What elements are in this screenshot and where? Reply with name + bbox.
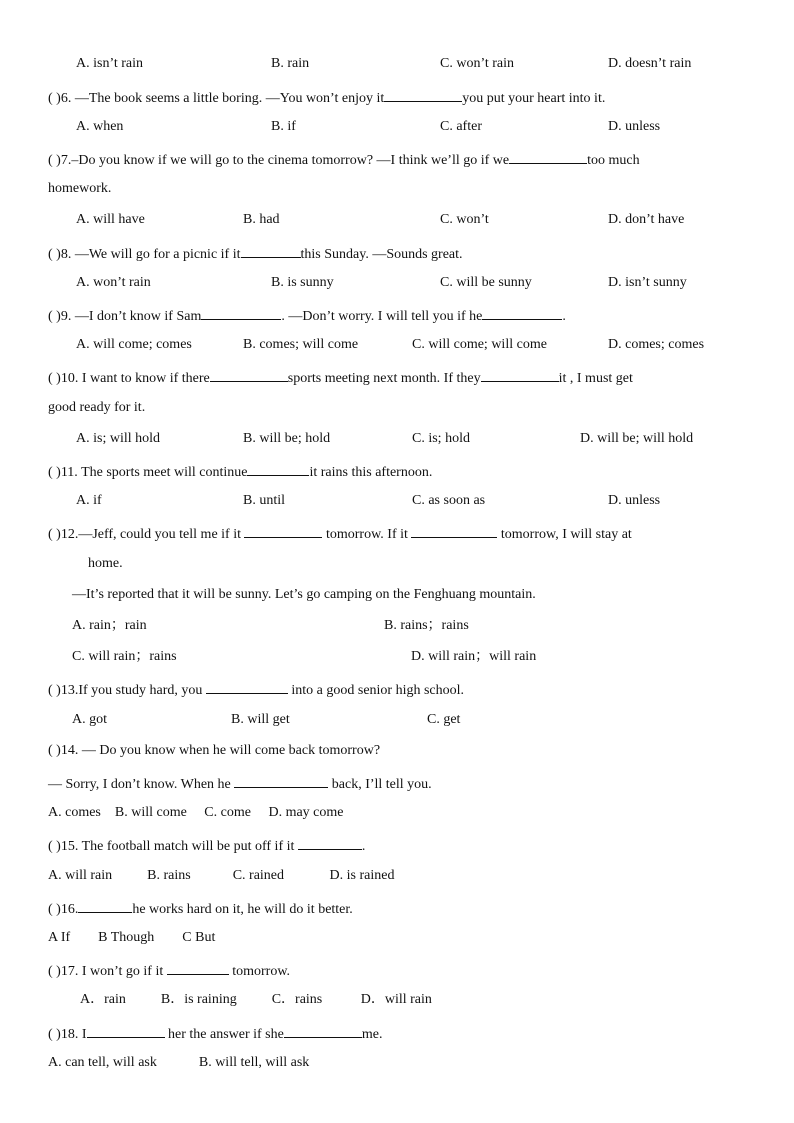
q7-option-c[interactable]: C. won’t xyxy=(440,212,489,227)
question-text: . —Don’t worry. I will tell you if he xyxy=(281,309,483,324)
question-text: tomorrow. If it xyxy=(325,527,408,542)
question-text: — Sorry, I don’t know. When he xyxy=(48,777,231,792)
question-text: —We will go for a picnic if it xyxy=(74,247,241,262)
answer-paren[interactable]: ( ) xyxy=(48,902,61,917)
question-6 xyxy=(48,87,605,108)
q7-option-b[interactable]: B. had xyxy=(243,212,280,227)
answer-paren[interactable]: ( ) xyxy=(48,247,61,262)
answer-blank[interactable] xyxy=(87,1023,165,1038)
question-text: this Sunday. —Sounds great. xyxy=(300,247,463,262)
q10-option-c[interactable]: C. is; hold xyxy=(412,431,470,446)
question-text: . xyxy=(562,309,566,324)
question-text: her the answer if she xyxy=(168,1027,284,1042)
question-16 xyxy=(48,898,353,919)
question-text: it rains this afternoon. xyxy=(309,465,433,480)
q10-option-a[interactable]: A. is; will hold xyxy=(76,431,161,446)
q10-option-b[interactable]: B. will be; hold xyxy=(243,431,331,446)
question-10 xyxy=(48,367,633,388)
answer-paren[interactable]: ( ) xyxy=(48,839,61,854)
question-14 xyxy=(48,742,380,760)
answer-blank[interactable] xyxy=(411,523,497,538)
q9-option-a[interactable]: A. will come; comes xyxy=(76,337,192,352)
question-number: 11. xyxy=(60,465,78,480)
question-12-reply: —It’s reported that it will be sunny. Let’s go camping on the Fenghuang mountain. xyxy=(72,587,536,602)
answer-paren[interactable]: ( ) xyxy=(48,743,61,758)
q7-option-d[interactable]: D. don’t have xyxy=(608,212,685,227)
question-14-line2 xyxy=(48,773,432,794)
q8-option-a[interactable]: A. won’t rain xyxy=(76,275,151,290)
q10-option-d[interactable]: D. will be; will hold xyxy=(580,431,694,446)
question-text: —I don’t know if Sam xyxy=(74,309,202,324)
question-number: 16. xyxy=(60,902,79,917)
question-18 xyxy=(48,1023,382,1044)
question-text: it , I must get xyxy=(558,371,633,386)
question-text: you put your heart into it. xyxy=(462,91,606,106)
answer-paren[interactable]: ( ) xyxy=(48,91,61,106)
question-text: me. xyxy=(361,1027,383,1042)
q12-option-b[interactable]: B. rains；rains xyxy=(384,618,469,633)
question-text: — Do you know when he will come back tomorrow? xyxy=(81,743,381,758)
question-12 xyxy=(48,523,632,544)
q11-option-d[interactable]: D. unless xyxy=(608,493,661,508)
answer-blank[interactable] xyxy=(234,773,328,788)
question-11 xyxy=(48,461,432,482)
answer-paren[interactable]: ( ) xyxy=(48,964,61,979)
answer-blank[interactable] xyxy=(78,898,132,913)
answer-blank[interactable] xyxy=(210,367,288,382)
question-13 xyxy=(48,679,464,700)
answer-paren[interactable]: ( ) xyxy=(48,683,61,698)
question-7-cont: homework. xyxy=(48,181,112,196)
q9-option-d[interactable]: D. comes; comes xyxy=(608,337,705,352)
question-text: –Do you know if we will go to the cinema tomorrow? —I think we’ll go if we xyxy=(71,153,510,168)
q16-options[interactable]: A If B Though C But xyxy=(48,930,216,945)
q7-option-a[interactable]: A. will have xyxy=(76,212,145,227)
question-text: I xyxy=(81,1027,87,1042)
q13-option-a[interactable]: A. got xyxy=(72,712,107,727)
answer-blank[interactable] xyxy=(247,461,309,476)
answer-paren[interactable]: ( ) xyxy=(48,153,61,168)
question-text: into a good senior high school. xyxy=(291,683,465,698)
question-number: 12. xyxy=(60,527,79,542)
q6-option-a[interactable]: A. when xyxy=(76,119,124,134)
question-8 xyxy=(48,243,463,264)
q5-option-c[interactable]: C. won’t rain xyxy=(440,56,515,71)
answer-blank[interactable] xyxy=(241,243,301,258)
q9-option-b[interactable]: B. comes; will come xyxy=(243,337,359,352)
answer-blank[interactable] xyxy=(384,87,462,102)
question-number: 9. xyxy=(60,309,72,324)
q12-option-d[interactable]: D. will rain；will rain xyxy=(411,649,537,664)
question-text: . xyxy=(361,839,366,854)
q11-option-c[interactable]: C. as soon as xyxy=(412,493,486,508)
q8-option-d[interactable]: D. isn’t sunny xyxy=(608,275,687,290)
question-text: The football match will be put off if it xyxy=(81,839,295,854)
question-7 xyxy=(48,149,640,170)
question-15 xyxy=(48,835,365,856)
question-text: back, I’ll tell you. xyxy=(331,777,432,792)
question-text: too much xyxy=(587,153,640,168)
q5-option-a[interactable]: A. isn’t rain xyxy=(76,56,144,71)
q15-options[interactable]: A. will rain B. rains C. rained D. is rained xyxy=(48,868,395,883)
answer-paren[interactable]: ( ) xyxy=(48,465,61,480)
answer-paren[interactable]: ( ) xyxy=(48,371,61,386)
answer-paren[interactable]: ( ) xyxy=(48,309,61,324)
question-text: —Jeff, could you tell me if it xyxy=(78,527,241,542)
question-number: 15. xyxy=(60,839,79,854)
q5-option-d[interactable]: D. doesn’t rain xyxy=(608,56,692,71)
answer-blank[interactable] xyxy=(167,960,229,975)
q14-options[interactable]: A. comes B. will come C. come D. may come xyxy=(48,805,344,820)
answer-blank[interactable] xyxy=(201,305,281,320)
q12-option-c[interactable]: C. will rain；rains xyxy=(72,649,177,664)
question-number: 8. xyxy=(60,247,72,262)
question-text: If you study hard, you xyxy=(78,683,203,698)
answer-blank[interactable] xyxy=(481,367,559,382)
question-text: I want to know if there xyxy=(81,371,210,386)
question-number: 14. xyxy=(60,743,79,758)
q13-option-b[interactable]: B. will get xyxy=(231,712,290,727)
question-text: —The book seems a little boring. —You won’t enjoy it xyxy=(74,91,385,106)
q8-option-c[interactable]: C. will be sunny xyxy=(440,275,532,290)
answer-blank[interactable] xyxy=(482,305,562,320)
q9-option-c[interactable]: C. will come; will come xyxy=(412,337,547,352)
q5-option-b[interactable]: B. rain xyxy=(271,56,310,71)
q12-option-a[interactable]: A. rain；rain xyxy=(72,618,147,633)
answer-paren[interactable]: ( ) xyxy=(48,1027,61,1042)
question-text: tomorrow, I will stay at xyxy=(500,527,632,542)
question-number: 6. xyxy=(60,91,72,106)
q6-option-d[interactable]: D. unless xyxy=(608,119,661,134)
question-17 xyxy=(48,960,290,981)
q8-option-b[interactable]: B. is sunny xyxy=(271,275,334,290)
question-text: he works hard on it, he will do it better. xyxy=(132,902,353,917)
answer-blank[interactable] xyxy=(509,149,587,164)
question-10-cont: good ready for it. xyxy=(48,400,146,415)
q18-options[interactable]: A. can tell, will ask B. will tell, will ask xyxy=(48,1055,310,1070)
question-text: tomorrow. xyxy=(232,964,291,979)
question-text: sports meeting next month. If they xyxy=(287,371,481,386)
question-12-cont: home. xyxy=(88,556,123,571)
q11-option-a[interactable]: A. if xyxy=(76,493,102,508)
question-number: 13. xyxy=(60,683,79,698)
q13-option-c[interactable]: C. get xyxy=(427,712,461,727)
q6-option-b[interactable]: B. if xyxy=(271,119,296,134)
answer-blank[interactable] xyxy=(206,679,288,694)
question-number: 18. xyxy=(60,1027,79,1042)
question-number: 7. xyxy=(60,153,72,168)
q11-option-b[interactable]: B. until xyxy=(243,493,286,508)
question-9 xyxy=(48,305,566,326)
question-text: I won’t go if it xyxy=(81,964,164,979)
question-text: The sports meet will continue xyxy=(81,465,248,480)
answer-blank[interactable] xyxy=(244,523,322,538)
answer-blank[interactable] xyxy=(298,835,362,850)
question-number: 10. xyxy=(60,371,79,386)
q17-options[interactable]: A．rain B．is raining C．rains D．will rain xyxy=(80,992,432,1007)
q6-option-c[interactable]: C. after xyxy=(440,119,482,134)
answer-blank[interactable] xyxy=(284,1023,362,1038)
question-number: 17. xyxy=(60,964,79,979)
answer-paren[interactable]: ( ) xyxy=(48,527,61,542)
